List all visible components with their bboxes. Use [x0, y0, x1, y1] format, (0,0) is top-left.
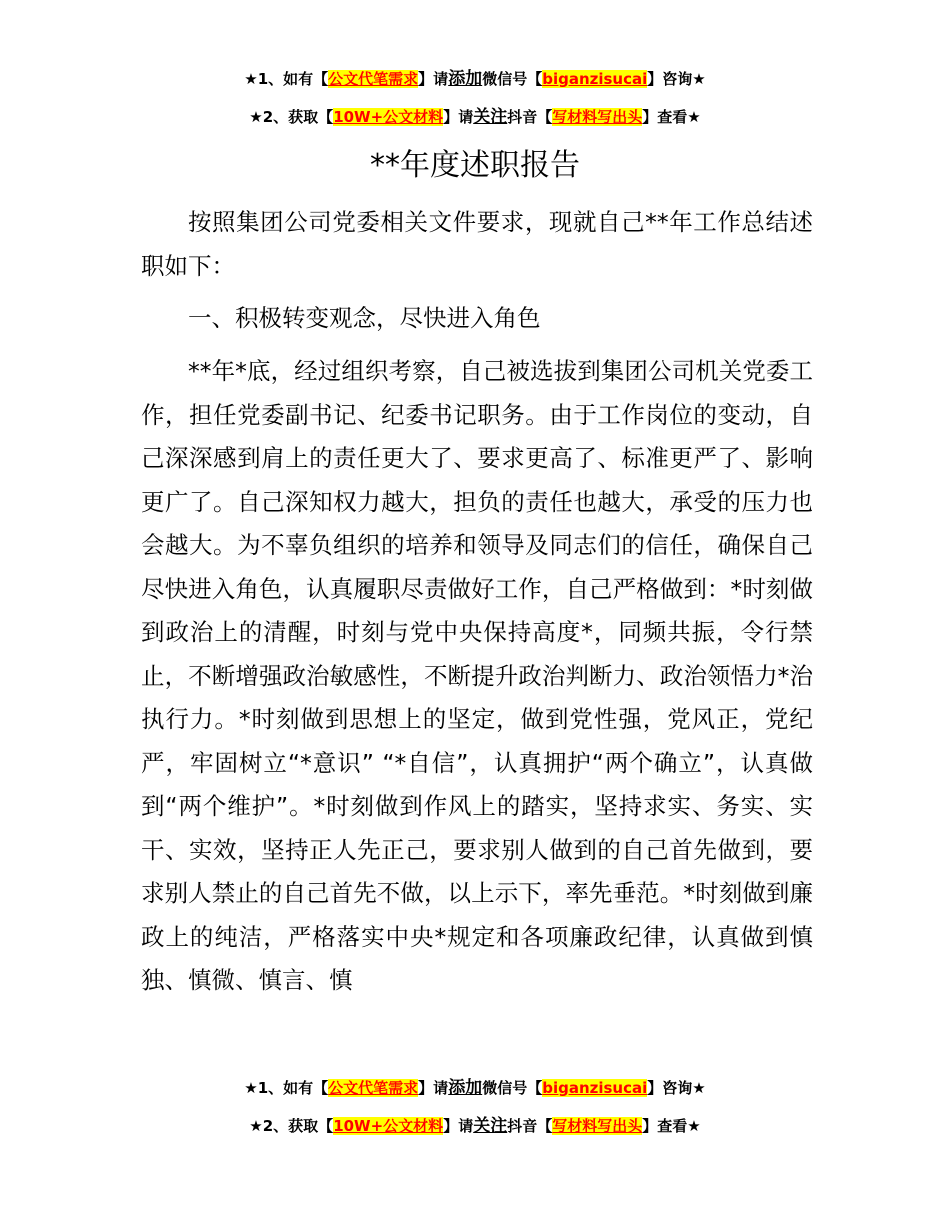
- promo-prefix: ★2、获取【: [249, 108, 334, 126]
- promo-emphasis: 关注: [473, 107, 508, 127]
- promo-text: 】请: [418, 1079, 449, 1097]
- header-promo-line-1: [0, 68, 950, 90]
- promo-suffix: 】查看★: [642, 1117, 701, 1135]
- footer-promo-line-2: [0, 1115, 950, 1137]
- promo-highlight-materials: 10W+公文材料: [333, 1117, 444, 1135]
- promo-text: 】请: [418, 70, 449, 88]
- promo-suffix: 】咨询★: [647, 70, 706, 88]
- section-heading-text: 一、积极转变观念，尽快进入角色: [188, 304, 541, 332]
- promo-prefix: ★1、如有【: [244, 1079, 329, 1097]
- promo-text: 微信号【: [482, 1079, 543, 1097]
- promo-suffix: 】咨询★: [647, 1079, 706, 1097]
- promo-highlight-service: 公文代笔需求: [328, 70, 419, 88]
- section-body-paragraph: [141, 350, 813, 1003]
- document-title: **年度述职报告: [370, 148, 580, 183]
- promo-emphasis: 添加: [448, 69, 483, 89]
- section-body-text: **年*底，经过组织考察，自己被选拔到集团公司机关党委工作，担任党委副书记、纪委书记职务。由于工作岗位的变动，自己深深感到肩上的责任更大了、要求更高了、标准更严了、影响更广了。自己深知权力越大，担负的责任也越大，承受的压力也会越大。为不辜负组织的培养和领导及同志们的信任，确保自己尽快进入角色，认真履职尽责做好工作，自己严格做到：*时刻做到政治上的清醒，时刻与党中央保持高度*，同频共振，令行禁止，不断增强政治敏感性，不断提升政治判断力、政治领悟力*治执行力。*时刻做到思想上的坚定，做到党性强，党风正，党纪严，牢固树立“*意识” “*自信”，认真拥护“两个确立”，认真做到“两个维护”。*时刻做到作风上的踏实，坚持求实、务实、实干、实效，坚持正人先正己，要求别人做到的自己首先做到，要求别人禁止的自己首先不做，以上示下，率先垂范。*时刻做到廉政上的纯洁，严格落实中央*规定和各项廉政纪律，认真做到慎独、慎微、慎言、慎: [141, 357, 813, 994]
- promo-suffix: 】查看★: [642, 108, 701, 126]
- promo-highlight-service: 公文代笔需求: [328, 1079, 419, 1097]
- header-promo-line-2: [0, 106, 950, 128]
- promo-highlight-wechat: biganzisucai: [542, 70, 648, 88]
- promo-text: 抖音【: [507, 1117, 553, 1135]
- promo-emphasis: 添加: [448, 1078, 483, 1098]
- promo-prefix: ★2、获取【: [249, 1117, 334, 1135]
- promo-text: 抖音【: [507, 108, 553, 126]
- promo-highlight-douyin: 写材料写出头: [552, 1117, 643, 1135]
- promo-text: 】请: [443, 1117, 474, 1135]
- footer-promo-line-1: [0, 1077, 950, 1099]
- promo-text: 】请: [443, 108, 474, 126]
- promo-text: 微信号【: [482, 70, 543, 88]
- intro-text: 按照集团公司党委相关文件要求，现就自己**年工作总结述职如下：: [141, 208, 813, 280]
- section-heading: [141, 297, 813, 341]
- promo-highlight-douyin: 写材料写出头: [552, 108, 643, 126]
- promo-highlight-wechat: biganzisucai: [542, 1079, 648, 1097]
- promo-highlight-materials: 10W+公文材料: [333, 108, 444, 126]
- promo-emphasis: 关注: [473, 1116, 508, 1136]
- intro-paragraph: [141, 201, 813, 288]
- promo-prefix: ★1、如有【: [244, 70, 329, 88]
